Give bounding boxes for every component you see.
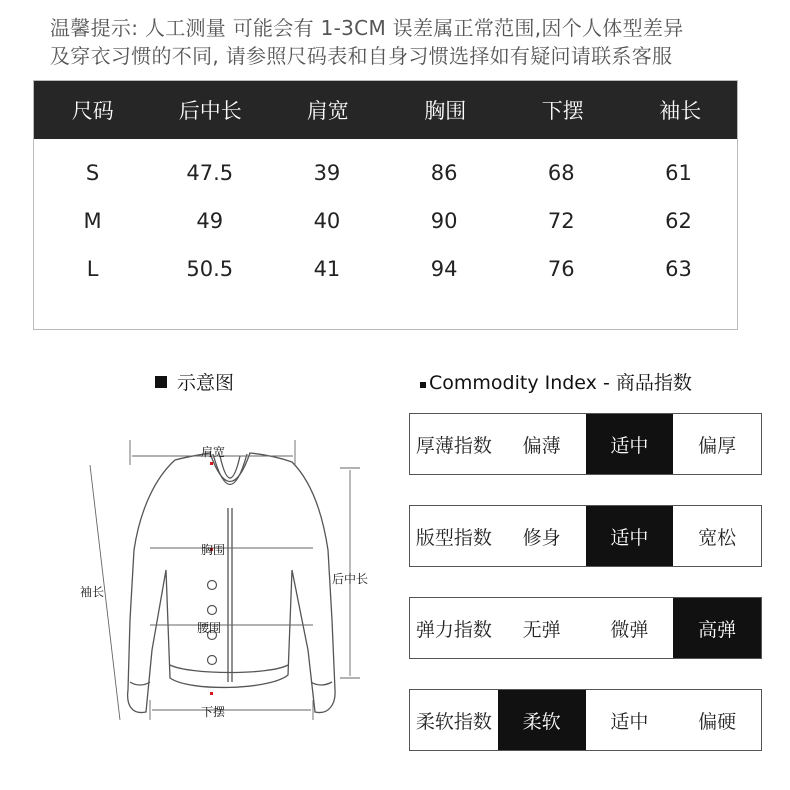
table-row <box>34 245 737 293</box>
table-cell: 76 <box>547 257 575 281</box>
table-cell: S <box>85 161 100 185</box>
index-option: 宽松 <box>698 526 737 549</box>
index-row-elasticity <box>409 597 762 659</box>
index-title <box>420 368 692 395</box>
header-chest: 胸围 <box>424 99 467 123</box>
square-bullet-icon <box>420 382 426 388</box>
index-row-thickness <box>409 413 762 475</box>
index-option-selected: 适中 <box>586 414 674 474</box>
table-cell: 63 <box>665 257 692 281</box>
index-option: 无弹 <box>522 618 561 641</box>
index-label: 厚薄指数 <box>415 434 492 457</box>
header-back-length: 后中长 <box>178 99 242 123</box>
table-cell: 90 <box>430 209 458 233</box>
table-cell: 39 <box>313 161 341 185</box>
index-option-selected: 高弹 <box>673 598 761 658</box>
table-row <box>34 149 737 197</box>
shoulder-label: 肩宽 <box>201 445 226 459</box>
index-title-text: Commodity Index - 商品指数 <box>429 372 692 394</box>
size-notice <box>50 14 770 70</box>
table-cell: 62 <box>665 209 692 233</box>
header-hem: 下摆 <box>541 99 584 123</box>
index-option-selected: 柔软 <box>498 690 586 750</box>
index-label: 版型指数 <box>415 526 492 549</box>
waist-label: 腰围 <box>197 621 222 635</box>
table-cell: M <box>83 209 102 233</box>
square-bullet-icon <box>155 376 167 388</box>
table-row <box>34 197 737 245</box>
notice-line-2: 及穿衣习惯的不同, 请参照尺码表和自身习惯选择如有疑问请联系客服 <box>50 44 673 68</box>
index-option-selected: 适中 <box>586 506 674 566</box>
index-option: 修身 <box>522 526 561 549</box>
table-cell: 72 <box>547 209 575 233</box>
table-cell: L <box>86 257 99 281</box>
index-option: 偏薄 <box>522 434 561 457</box>
table-cell: 86 <box>430 161 458 185</box>
index-row-fit <box>409 505 762 567</box>
table-cell: 50.5 <box>186 257 234 281</box>
index-label: 弹力指数 <box>415 618 492 641</box>
index-option: 偏硬 <box>698 710 737 733</box>
index-option: 适中 <box>610 710 649 733</box>
index-label: 柔软指数 <box>415 710 492 733</box>
back-length-label: 后中长 <box>332 572 369 586</box>
index-row-softness <box>409 689 762 751</box>
notice-line-1: 温馨提示: 人工测量 可能会有 1-3CM 误差属正常范围,因个人体型差异 <box>50 16 684 40</box>
table-cell: 41 <box>313 257 341 281</box>
size-chart-table <box>33 80 738 330</box>
index-option: 微弹 <box>610 618 649 641</box>
chest-label: 胸围 <box>201 543 226 557</box>
hem-label: 下摆 <box>201 705 226 719</box>
header-size: 尺码 <box>71 99 114 123</box>
index-option: 偏厚 <box>698 434 737 457</box>
table-cell: 68 <box>547 161 575 185</box>
table-cell: 61 <box>665 161 692 185</box>
diagram-title-text: 示意图 <box>177 372 235 394</box>
table-cell: 49 <box>196 209 224 233</box>
cardigan-measurement-diagram <box>70 420 380 730</box>
header-sleeve: 袖长 <box>659 99 702 123</box>
diagram-title <box>155 368 234 395</box>
sleeve-label: 袖长 <box>80 585 105 599</box>
table-cell: 94 <box>430 257 458 281</box>
table-cell: 47.5 <box>186 161 234 185</box>
size-chart-header <box>34 81 737 139</box>
table-cell: 40 <box>313 209 341 233</box>
header-shoulder: 肩宽 <box>306 99 349 123</box>
